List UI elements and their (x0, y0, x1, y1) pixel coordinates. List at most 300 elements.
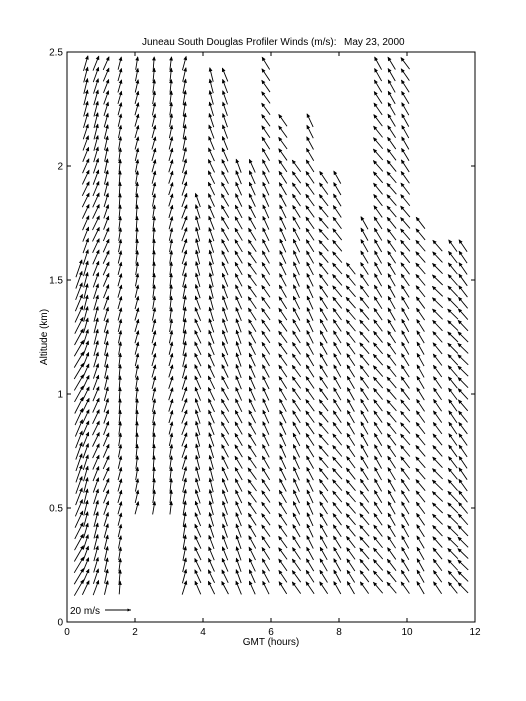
wind-arrow (249, 342, 255, 355)
wind-arrow (222, 319, 227, 332)
wind-arrow (262, 92, 270, 104)
wind-arrow (319, 457, 328, 468)
wind-arrow (103, 228, 109, 241)
wind-arrow (103, 479, 109, 492)
wind-arrow (135, 91, 139, 104)
wind-arrow (263, 433, 269, 446)
wind-arrow (458, 355, 468, 365)
wind-arrow (293, 296, 299, 309)
wind-arrow (333, 252, 342, 263)
wind-arrow (118, 125, 121, 138)
wind-arrow (294, 251, 300, 264)
wind-arrow (118, 513, 122, 526)
wind-arrow (119, 342, 122, 355)
wind-arrow (222, 376, 229, 389)
wind-arrow (262, 80, 270, 92)
wind-arrow (346, 480, 355, 491)
wind-arrow (119, 376, 122, 389)
wind-arrow (388, 468, 395, 480)
wind-arrow (153, 285, 156, 298)
wind-arrow (401, 229, 410, 240)
wind-arrow (374, 183, 383, 194)
wind-arrow (333, 445, 342, 456)
wind-arrow (361, 263, 369, 275)
wind-arrow (293, 285, 299, 298)
wind-arrow (360, 491, 369, 502)
wind-arrow (373, 548, 382, 559)
wind-arrow (320, 547, 327, 559)
wind-arrow (334, 171, 341, 183)
wind-arrow (375, 262, 382, 275)
wind-arrow (221, 194, 228, 206)
wind-arrow (401, 206, 410, 217)
wind-arrow (103, 57, 109, 70)
wind-arrow (433, 469, 443, 479)
wind-arrow (306, 445, 313, 457)
wind-arrow (416, 275, 425, 286)
wind-arrow (347, 570, 355, 582)
wind-arrow (360, 537, 369, 548)
wind-arrow (135, 422, 138, 435)
wind-arrow (433, 457, 443, 467)
wind-arrow (401, 172, 409, 184)
wind-arrow (208, 194, 214, 207)
wind-arrow (346, 320, 355, 331)
wind-arrow (135, 285, 139, 298)
wind-arrow (448, 343, 458, 353)
wind-arrow (361, 445, 368, 457)
wind-arrow (417, 331, 424, 343)
wind-arrow (118, 182, 121, 195)
wind-arrow (153, 445, 156, 458)
wind-arrow (208, 160, 214, 173)
wind-arrow (135, 274, 138, 287)
wind-arrow (249, 422, 256, 434)
wind-arrow (135, 353, 139, 366)
wind-arrow (136, 388, 139, 401)
wind-arrow (387, 571, 396, 582)
wind-arrow (119, 217, 122, 230)
wind-arrow (334, 582, 341, 594)
wind-arrow (448, 275, 457, 286)
y-tick-label: 1 (57, 389, 63, 401)
wind-arrow (307, 274, 313, 287)
wind-arrow (360, 274, 368, 286)
wind-arrow (402, 559, 409, 571)
wind-arrow (169, 205, 173, 217)
wind-arrow (292, 183, 300, 195)
wind-arrow (135, 80, 139, 93)
wind-arrow (432, 480, 442, 490)
wind-arrow (222, 262, 228, 275)
wind-arrow (236, 558, 241, 571)
wind-arrow (361, 217, 368, 229)
wind-arrow (401, 377, 409, 389)
wind-arrow (262, 57, 269, 69)
wind-arrow (347, 582, 354, 594)
wind-arrow (170, 114, 173, 127)
wind-arrow (263, 581, 269, 594)
wind-arrow (448, 526, 458, 536)
wind-arrow (416, 457, 425, 468)
wind-arrow (263, 171, 269, 184)
wind-arrow (195, 570, 201, 583)
wind-arrow (222, 251, 228, 264)
wind-arrow (279, 536, 287, 548)
wind-arrow (433, 434, 442, 445)
wind-arrow (306, 148, 313, 160)
wind-arrow (333, 297, 342, 308)
wind-arrow (249, 581, 255, 594)
wind-arrow (361, 468, 369, 480)
wind-arrow (334, 331, 342, 343)
wind-arrow (209, 148, 215, 161)
wind-arrow (103, 251, 109, 264)
wind-arrow (279, 365, 287, 377)
wind-arrow (170, 251, 173, 264)
wind-arrow (263, 160, 270, 173)
x-tick-label: 2 (132, 627, 138, 638)
wind-arrow (448, 571, 457, 582)
wind-arrow (135, 308, 139, 321)
wind-arrow (195, 524, 201, 537)
wind-arrow (360, 479, 368, 491)
wind-arrow (459, 479, 467, 491)
wind-arrow (387, 377, 396, 388)
wind-arrow (262, 137, 270, 149)
wind-arrow (458, 309, 467, 320)
wind-arrow (279, 297, 287, 309)
wind-arrow (306, 206, 314, 218)
wind-arrow (235, 456, 242, 468)
wind-arrow (118, 536, 121, 549)
wind-arrow (346, 286, 355, 297)
wind-arrow (307, 456, 314, 468)
wind-arrow (401, 218, 410, 229)
wind-arrow (262, 536, 270, 548)
wind-arrow (402, 137, 409, 149)
wind-arrow (402, 91, 409, 103)
wind-arrow (169, 411, 173, 423)
wind-arrow (170, 308, 173, 321)
wind-arrow (333, 286, 342, 297)
x-tick-label: 0 (64, 627, 70, 638)
wind-arrow (459, 274, 467, 286)
wind-arrow (152, 319, 156, 332)
wind-arrow (170, 479, 173, 492)
wind-arrow (236, 365, 241, 378)
wind-arrow (249, 331, 256, 344)
wind-arrow (320, 297, 328, 309)
wind-arrow (401, 365, 409, 377)
wind-arrow (459, 491, 468, 502)
x-tick-label: 4 (200, 627, 206, 638)
wind-arrow (248, 308, 256, 320)
wind-arrow (280, 422, 286, 435)
wind-arrow (417, 399, 425, 411)
wind-arrow (401, 423, 410, 434)
wind-arrow (458, 366, 468, 376)
wind-arrow (319, 252, 328, 263)
wind-arrow (402, 297, 409, 309)
wind-arrow (401, 491, 409, 503)
wind-arrow (195, 547, 201, 560)
wind-arrow (333, 502, 342, 513)
wind-arrow (388, 297, 395, 309)
wind-arrow (195, 365, 201, 378)
wind-arrow (458, 343, 468, 353)
wind-arrow (334, 376, 341, 388)
wind-arrow (153, 422, 156, 435)
wind-arrow (118, 262, 122, 275)
wind-arrow (375, 479, 382, 491)
wind-arrow (307, 319, 313, 332)
wind-arrow (135, 160, 138, 173)
wind-arrow (136, 445, 139, 458)
wind-arrow (433, 240, 442, 251)
wind-arrow (153, 467, 156, 480)
wind-arrow (432, 275, 442, 285)
wind-arrow (319, 434, 328, 445)
wind-arrow (448, 548, 458, 558)
wind-arrow (307, 308, 313, 321)
wind-arrow (360, 548, 369, 559)
wind-arrow (153, 80, 156, 93)
wind-arrow (236, 570, 241, 583)
wind-arrow (448, 560, 458, 571)
wind-arrow (119, 581, 122, 594)
wind-arrow (152, 114, 156, 127)
wind-arrow (153, 217, 156, 230)
wind-arrow (360, 582, 368, 594)
wind-arrow (360, 502, 369, 513)
wind-arrow (320, 354, 327, 366)
wind-arrow (263, 570, 270, 583)
wind-arrow (346, 297, 355, 308)
wind-arrow (135, 103, 139, 116)
wind-arrow (347, 399, 354, 412)
wind-arrow (195, 319, 201, 332)
wind-arrow (306, 171, 314, 183)
wind-arrow (153, 399, 156, 412)
scale-arrow-label: 20 m/s (70, 606, 101, 617)
wind-arrow (195, 331, 201, 344)
wind-arrow (222, 160, 228, 173)
wind-arrow (388, 536, 396, 548)
wind-arrow (401, 80, 409, 92)
wind-arrow (333, 491, 342, 502)
wind-arrow (249, 536, 256, 549)
wind-arrow (236, 399, 242, 412)
wind-arrow (417, 570, 424, 582)
wind-arrow (135, 148, 139, 161)
wind-arrow (262, 69, 270, 81)
wind-arrow (374, 297, 382, 309)
wind-arrow (208, 376, 214, 389)
wind-arrow (416, 240, 425, 251)
wind-arrow (361, 399, 368, 411)
scale-arrow-head (128, 609, 132, 612)
wind-arrow (236, 308, 241, 321)
wind-arrow (136, 205, 139, 218)
wind-arrow (333, 457, 342, 468)
wind-arrow (361, 411, 368, 423)
wind-arrow (104, 422, 109, 435)
wind-arrow (182, 422, 187, 435)
wind-arrow (221, 422, 228, 434)
wind-arrow (280, 467, 286, 480)
wind-arrow (135, 342, 139, 355)
wind-arrow (222, 273, 228, 286)
wind-arrow (306, 365, 314, 377)
wind-arrow (416, 411, 424, 423)
wind-arrow (433, 571, 441, 583)
wind-arrow (262, 148, 269, 160)
wind-arrow (319, 240, 328, 251)
wind-arrow (236, 353, 241, 366)
wind-arrow (388, 114, 395, 126)
wind-arrow (347, 548, 355, 560)
wind-arrow (373, 149, 382, 160)
wind-arrow (119, 205, 122, 218)
wind-arrow (293, 319, 300, 331)
wind-arrow (402, 525, 409, 538)
wind-arrow (401, 479, 409, 491)
wind-arrow (119, 410, 122, 423)
wind-arrow (235, 251, 242, 263)
wind-arrow (306, 422, 314, 434)
wind-arrow (293, 411, 301, 423)
wind-arrow (235, 228, 242, 240)
wind-arrow (402, 354, 409, 366)
wind-arrow (448, 582, 457, 593)
wind-arrow (262, 331, 270, 343)
wind-arrow (292, 582, 300, 594)
wind-arrow (235, 262, 242, 274)
wind-arrow (402, 342, 409, 354)
wind-arrow (346, 514, 355, 525)
wind-arrow (458, 377, 468, 387)
wind-arrow (434, 582, 442, 594)
wind-arrow (388, 502, 395, 514)
wind-arrow (209, 353, 215, 366)
wind-arrow (222, 445, 229, 458)
wind-arrow (293, 239, 299, 252)
wind-arrow (320, 342, 327, 354)
wind-arrow (401, 570, 409, 582)
wind-arrow (208, 570, 214, 583)
wind-arrow (375, 274, 382, 286)
wind-arrow (433, 343, 442, 354)
wind-arrow (153, 91, 156, 104)
wind-arrow (433, 252, 443, 262)
wind-arrow (347, 376, 354, 388)
wind-arrow (402, 319, 409, 332)
wind-arrow (263, 239, 270, 252)
wind-arrow (152, 160, 156, 173)
wind-arrow (360, 354, 369, 365)
wind-arrow (306, 354, 313, 366)
wind-arrow (152, 456, 155, 469)
wind-arrow (374, 490, 381, 502)
wind-arrow (152, 126, 156, 139)
wind-arrow (360, 514, 369, 525)
wind-arrow (307, 513, 313, 526)
wind-arrow (320, 171, 328, 183)
wind-arrow (433, 526, 443, 536)
wind-arrow (416, 491, 425, 502)
wind-arrow (307, 285, 313, 298)
wind-arrow (118, 490, 122, 502)
wind-arrow (235, 410, 242, 423)
wind-arrow (169, 171, 173, 183)
wind-arrow (119, 365, 122, 378)
wind-arrow (208, 581, 214, 594)
wind-arrow (320, 388, 328, 400)
wind-arrow (292, 388, 300, 400)
wind-arrow (195, 342, 201, 355)
wind-arrow (294, 262, 300, 275)
wind-arrow (388, 57, 395, 69)
wind-arrow (280, 228, 286, 241)
wind-arrow (360, 297, 369, 308)
wind-arrow (279, 183, 286, 195)
wind-arrow (373, 366, 382, 377)
wind-arrow (222, 183, 229, 195)
wind-arrow (279, 160, 287, 172)
wind-arrow (119, 547, 122, 560)
wind-arrow (402, 103, 409, 115)
wind-arrow (401, 240, 410, 251)
wind-arrow (118, 388, 121, 401)
wind-arrow (170, 490, 173, 503)
wind-arrow (449, 388, 458, 399)
wind-arrow (459, 263, 467, 275)
wind-arrow (361, 456, 368, 468)
wind-arrow (347, 457, 355, 469)
wind-arrow (307, 331, 313, 344)
wind-arrow (249, 376, 255, 389)
wind-arrow (307, 262, 314, 275)
wind-arrow (153, 262, 156, 275)
wind-arrow (280, 444, 286, 457)
wind-arrow (458, 514, 467, 525)
wind-arrow (401, 446, 410, 457)
wind-arrow (360, 332, 369, 343)
wind-arrow (221, 205, 228, 217)
wind-arrow (417, 308, 425, 320)
wind-arrow (417, 354, 424, 367)
wind-arrow (449, 251, 458, 262)
wind-arrow (118, 468, 122, 481)
wind-arrow (388, 445, 396, 457)
wind-arrow (387, 389, 396, 400)
wind-arrow (320, 502, 328, 514)
wind-arrow (416, 423, 425, 434)
wind-arrow (279, 331, 287, 343)
wind-arrow (347, 411, 354, 423)
wind-arrow (333, 514, 341, 526)
wind-arrow (136, 399, 139, 412)
wind-arrow (458, 389, 468, 400)
x-tick-label: 12 (469, 627, 481, 638)
wind-arrow (319, 229, 328, 240)
wind-arrow (307, 467, 314, 480)
wind-arrow (221, 217, 228, 229)
wind-arrow (360, 343, 369, 354)
wind-arrow (320, 525, 327, 537)
wind-arrow (222, 570, 228, 583)
